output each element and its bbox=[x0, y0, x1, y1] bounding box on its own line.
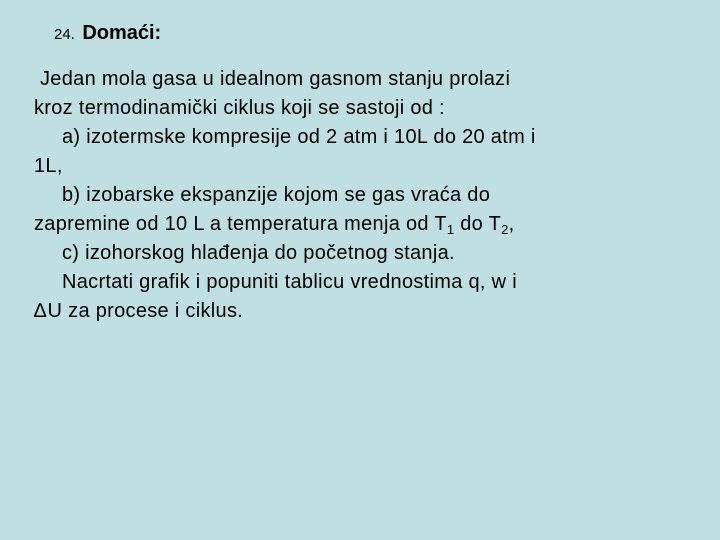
text-line-1: Jedan mola gasa u idealnom gasnom stanju prolazi bbox=[40, 68, 511, 90]
text-line-6-end: , bbox=[508, 213, 515, 235]
text-line-6-start: zapremine od 10 L a temperatura menja od T bbox=[34, 213, 447, 235]
task-text bbox=[34, 65, 674, 326]
slide-heading bbox=[54, 22, 161, 45]
slide-title: Domaći: bbox=[82, 22, 162, 44]
subscript-2: 2 bbox=[501, 222, 509, 237]
text-line-6 bbox=[34, 210, 674, 239]
text-line-5: b) izobarske ekspanzije kojom se gas vraća do bbox=[62, 184, 491, 206]
text-line-2: kroz termodinamički ciklus koji se sastoji od : bbox=[34, 97, 445, 119]
text-line-7: c) izohorskog hlađenja do početnog stanja. bbox=[62, 242, 455, 264]
text-line-4: 1L, bbox=[34, 155, 63, 177]
text-line-9 bbox=[34, 297, 674, 326]
text-line-9-rest: U za procese i ciklus. bbox=[47, 300, 244, 322]
text-line-3: a) izotermske kompresije od 2 atm i 10L do 20 atm i bbox=[62, 126, 536, 148]
subscript-1: 1 bbox=[446, 222, 455, 237]
text-line-6-middle: do T bbox=[454, 213, 502, 235]
slide-number: 24. bbox=[54, 26, 75, 43]
text-line-8: Nacrtati grafik i popuniti tablicu vrednostima q, w i bbox=[62, 271, 517, 293]
delta-symbol: ∆ bbox=[34, 300, 47, 322]
